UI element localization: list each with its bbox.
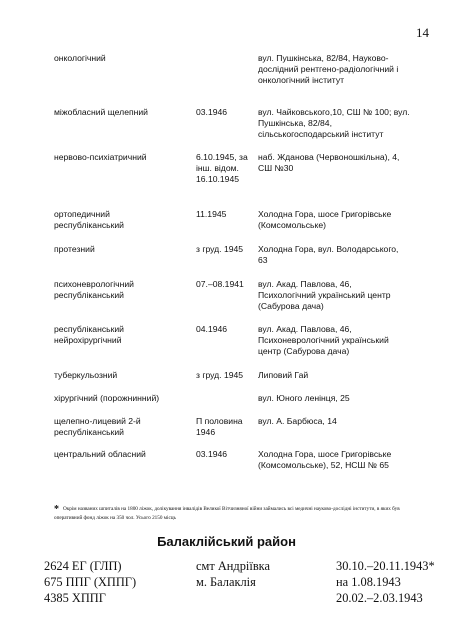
unit-place: м. Балаклія	[196, 575, 256, 589]
footnote-text: Окрім названих шпиталів на 1800 ліжок, долікування інвалідів Великої Вітчизняної війни займались всі медичні науково-дослідні інститути, в яких був оперативний фонд ліжок на 350 чол. Усього 2150 місць	[54, 506, 400, 521]
hospital-name: хірургічний (порожнинний)	[54, 393, 160, 403]
hospital-location: вул. Акад. Павлова, 46, Психологічний український центр (Сабурова дача)	[258, 279, 391, 311]
hospital-date: з груд. 1945	[196, 244, 244, 254]
hospital-location: вул. Чайковського,10, СШ № 100; вул. Пушкінська, 82/84, сільськогосподарський інститут	[258, 107, 410, 139]
hospital-name: нервово-психіатричний	[54, 152, 147, 162]
hospital-location: вул. Пушкінська, 82/84, Науково-дослідний рентгено-радіологічний і онкологічний інститут	[258, 53, 399, 85]
hospital-date: 03.1946	[196, 107, 228, 117]
page-number: 14	[416, 25, 429, 40]
hospital-name: міжобласний щелепний	[54, 107, 148, 117]
hospital-date: з груд. 1945	[196, 370, 244, 380]
hospital-date: П половина 1946	[196, 416, 243, 437]
hospital-date: 03.1946	[196, 449, 228, 459]
unit-code: 675 ППГ (ХППГ)	[44, 575, 137, 589]
hospital-name: ортопедичний республіканський	[54, 209, 124, 230]
hospital-name: центральний обласний	[54, 449, 146, 459]
hospital-date: 11.1945	[196, 209, 227, 219]
unit-date: 20.02.–2.03.1943	[336, 591, 423, 605]
hospital-location: Холодна Гора, шосе Григорівське (Комсомольське), 52, НСШ № 65	[258, 449, 392, 470]
hospital-name: республіканський нейрохірургічний	[54, 324, 124, 345]
unit-code: 2624 ЕГ (ГЛП)	[44, 559, 122, 573]
section-title: Балаклійський район	[157, 534, 296, 549]
unit-code: 4385 ХППГ	[44, 591, 106, 605]
hospital-name: онкологічний	[54, 53, 106, 63]
hospital-location: вул. А. Барбюса, 14	[258, 416, 337, 426]
hospital-date: 07.–08.1941	[196, 279, 244, 289]
hospital-name: туберкульозний	[54, 370, 118, 380]
hospital-location: наб. Жданова (Червоношкільна), 4, СШ №30	[258, 152, 400, 173]
hospital-name: протезний	[54, 244, 95, 254]
hospital-location: Липовий Гай	[258, 370, 309, 380]
hospital-name: щелепно-лицевий 2-й республіканський	[54, 416, 141, 437]
unit-date: 30.10.–20.11.1943*	[336, 559, 435, 573]
footnote	[54, 505, 414, 522]
hospital-date: 04.1946	[196, 324, 228, 334]
hospital-location: вул. Акад. Павлова, 46, Психоневрологічний український центр (Сабурова дача)	[258, 324, 389, 356]
footnote-marker: *	[54, 504, 59, 515]
hospital-name: психоневрологічний республіканський	[54, 279, 134, 300]
unit-date: на 1.08.1943	[336, 575, 401, 589]
hospital-date: 6.10.1945, за інш. відом. 16.10.1945	[196, 152, 248, 184]
hospital-location: Холодна Гора, шосе Григорівське (Комсомольське)	[258, 209, 392, 230]
unit-place: смт Андріївка	[196, 559, 270, 573]
hospital-location: Холодна Гора, вул. Володарського, 63	[258, 244, 399, 265]
hospital-location: вул. Юного ленінця, 25	[258, 393, 350, 403]
